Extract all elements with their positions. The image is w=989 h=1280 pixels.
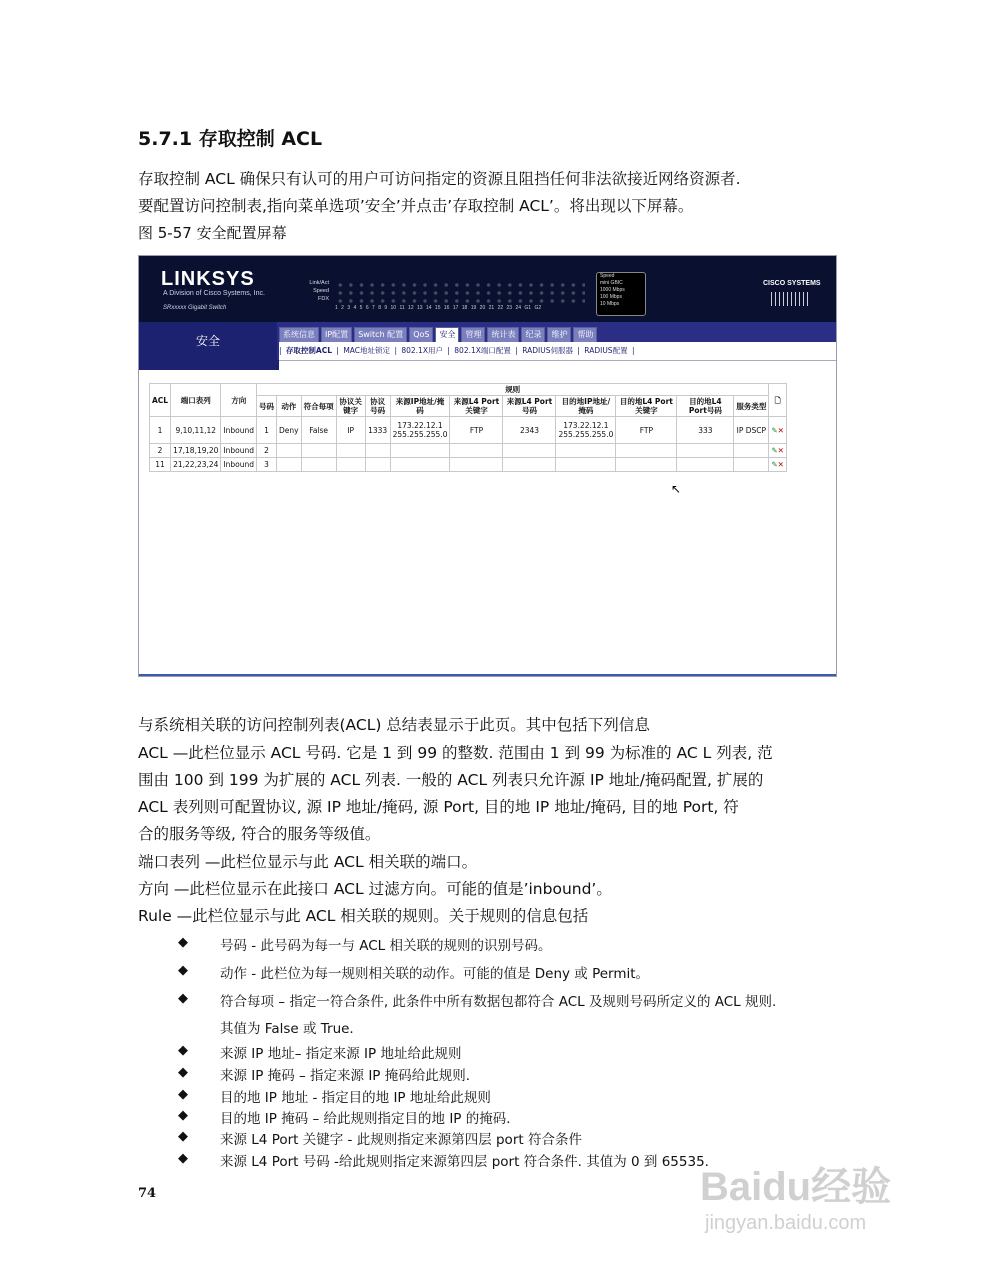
tab-help[interactable]: 帮助 [573,327,597,343]
cell-acl: 11 [150,458,171,472]
bullet-rule-number: 号码 - 此号码为每一与 ACL 相关联的规则的识别号码。 [220,938,552,954]
port-label-fdx: FDX [318,296,329,302]
cell-dst-ip: 173.22.12.1 255.255.255.0 [556,417,616,444]
col-match-every: 符合每项 [301,396,336,417]
page-number: 74 [138,1186,157,1201]
bullet-diamond-icon: ◆ [178,963,188,978]
cell-acl: 1 [150,417,171,444]
cell-service-type: IP DSCP [734,417,769,444]
bullet-diamond-icon: ◆ [178,1151,188,1166]
cell-acl: 2 [150,444,171,458]
bullet-diamond-icon: ◆ [178,1065,188,1080]
col-protocol-keyword: 协议关键字 [336,396,365,417]
table-row[interactable] [150,417,787,444]
col-action: 动作 [277,396,302,417]
intro-line-1: 存取控制 ACL 确保只有认可的用户可访问指定的资源且阻挡任何非法欲接近网络资源者. [138,170,741,188]
bullet-src-l4-keyword: 来源 L4 Port 关键字 - 此规则指定来源第四层 port 符合条件 [220,1132,582,1148]
subnav-acl[interactable]: 存取控制ACL [285,346,333,355]
col-port-list: 端口表列 [171,384,221,417]
tab-management[interactable]: 管理 [461,327,485,343]
main-tabs [279,327,597,343]
bullet-diamond-icon: ◆ [178,935,188,950]
col-protocol-number: 协议号码 [365,396,390,417]
bullet-diamond-icon: ◆ [178,1129,188,1144]
port-label-speed: Speed [313,288,329,294]
legend-1000: 1000 Mbps [600,287,625,293]
tab-ip-config[interactable]: IP配置 [321,327,352,343]
port-numbers: 1 2 3 4 5 6 7 8 9 10 11 12 13 14 15 16 17 18 19 20 21 22 23 24 G1 G2 [335,305,542,311]
legend-100: 100 Mbps [600,294,622,300]
subnav-8021x-user[interactable]: 802.1X用户 [401,346,443,355]
cell-direction: Inbound [221,417,257,444]
col-dst-l4-keyword: 目的地L4 Port关键字 [616,396,677,417]
bullet-src-mask: 来源 IP 掩码 – 指定来源 IP 掩码给此规则. [220,1068,471,1084]
col-service-type: 服务类型 [734,396,769,417]
table-row[interactable] [150,458,787,472]
intro-line-2: 要配置访问控制表,指向菜单选项’安全’并点击’存取控制 ACL’。将出现以下屏幕。 [138,197,694,215]
col-dst-l4-number: 目的地L4 Port号码 [677,396,734,417]
speed-legend [596,272,646,316]
col-rule-number: 号码 [257,396,277,417]
direction-desc: 方向 —此栏位显示在此接口 ACL 过滤方向。可能的值是’inbound’。 [138,880,612,898]
cell-action: Deny [277,417,302,444]
baidu-watermark-url: jingyan.baidu.com [705,1212,867,1234]
cell-rule-number: 1 [257,417,277,444]
cisco-bars-icon [771,292,811,306]
subnav-8021x-port[interactable]: 802.1X端口配置 [454,346,511,355]
port-leds-row3 [335,298,585,303]
acl-desc-line-4: 合的服务等级, 符合的服务等级值。 [138,825,381,843]
port-status-panel [301,280,591,314]
acl-desc-line-1: ACL —此栏位显示 ACL 号码. 它是 1 到 99 的整数. 范围由 1 到 99 为标准的 AC L 列表, 范 [138,744,773,762]
cell-ports: 21,22,23,24 [171,458,221,472]
cell-src-ip: 173.22.12.1 255.255.255.0 [390,417,450,444]
col-src-ip: 来源IP地址/掩码 [390,396,450,417]
cell-dst-l4-number: 333 [677,417,734,444]
rule-desc: Rule —此栏位显示与此 ACL 相关联的规则。关于规则的信息包括 [138,907,589,925]
model-label: SRxxxxx Gigabit Switch [163,305,227,311]
bullet-match-every-values: 其值为 False 或 True. [220,1021,354,1037]
edit-icon[interactable]: ✎ [771,425,778,435]
subnav-mac-lock[interactable]: MAC地址锁定 [343,346,391,355]
cell-rule-number: 3 [257,458,277,472]
edit-icon[interactable]: ✎ [771,446,778,455]
tab-switch-config[interactable]: Switch 配置 [354,327,407,343]
legend-title: Speed [600,273,615,279]
cell-src-l4-number: 2343 [503,417,556,444]
bullet-diamond-icon: ◆ [178,991,188,1006]
bullet-diamond-icon: ◆ [178,1087,188,1102]
bullet-dst-mask: 目的地 IP 掩码 – 给此规则指定目的地 IP 的掩码. [220,1111,511,1127]
legend-10: 10 Mbps [600,301,620,307]
port-label-linkact: Link/Act [309,280,329,286]
security-config-screenshot [138,255,837,677]
bullet-dst-ip: 目的地 IP 地址 - 指定目的地 IP 地址给此规则 [220,1090,491,1106]
sub-navigation: | 存取控制ACL | MAC地址锁定 | 802.1X用户 | 802.1X端口配置 | RADIUS伺服器 | RADIUS配置 | [279,342,836,360]
cell-ports: 9,10,11,12 [171,417,221,444]
legend-minigbic: mini GBIC [600,280,623,286]
col-src-l4-number: 来源L4 Port号码 [503,396,556,417]
bullet-action: 动作 - 此栏位为每一规则相关联的动作。可能的值是 Deny 或 Permit。 [220,966,650,982]
acl-table [149,383,787,472]
screenshot-bottom-border [139,674,836,676]
tab-security[interactable]: 安全 [435,327,459,343]
section-title: 安全 [139,322,277,360]
delete-icon[interactable]: ✕ [777,460,784,469]
col-src-l4-keyword: 来源L4 Port关键字 [450,396,503,417]
tab-statistics[interactable]: 统计表 [487,327,519,343]
tab-system-info[interactable]: 系统信息 [279,327,319,343]
edit-icon[interactable]: ✎ [771,460,778,469]
row-actions [769,458,787,472]
cell-src-l4-keyword: FTP [450,417,503,444]
port-leds-row2 [335,290,585,295]
col-dst-ip: 目的地IP地址/掩码 [556,396,616,417]
cell-direction: Inbound [221,458,257,472]
cell-dst-l4-keyword: FTP [616,417,677,444]
col-acl: ACL [150,384,171,417]
port-list-desc: 端口表列 —此栏位显示与此 ACL 相关联的端口。 [138,853,478,871]
section-heading: 5.7.1 存取控制 ACL [138,128,323,150]
bullet-match-every: 符合每项 – 指定一符合条件, 此条件中所有数据包都符合 ACL 及规则号码所定义的 ACL 规则. [220,994,777,1010]
bullet-diamond-icon: ◆ [178,1108,188,1123]
acl-desc-line-2: 围由 100 到 199 为扩展的 ACL 列表. 一般的 ACL 列表只允许源 IP 地址/掩码配置, 扩展的 [138,771,764,789]
delete-icon[interactable]: ✕ [777,446,784,455]
cisco-logo: CISCO SYSTEMS [763,280,821,287]
add-row-icon[interactable]: 🗋 [769,384,787,417]
cell-rule-number: 2 [257,444,277,458]
row-actions [769,417,787,444]
table-row[interactable] [150,444,787,458]
bullet-diamond-icon: ◆ [178,1043,188,1058]
delete-icon[interactable]: ✕ [777,425,784,435]
baidu-watermark: Baidu经验 [700,1165,892,1209]
bullet-src-ip: 来源 IP 地址– 指定来源 IP 地址给此规则 [220,1046,462,1062]
col-direction: 方向 [221,384,257,417]
cell-protocol-keyword: IP [336,417,365,444]
col-group-rule: 规则 [257,384,769,396]
subnav-radius-server[interactable]: RADIUS伺服器 [522,346,573,355]
subnav-radius-config[interactable]: RADIUS配置 [584,346,628,355]
port-leds-row1 [335,282,585,287]
cell-protocol-number: 1333 [365,417,390,444]
header-bar [139,256,836,322]
summary-line: 与系统相关联的访问控制列表(ACL) 总结表显示于此页。其中包括下列信息 [138,716,650,734]
mouse-cursor-icon: ↖ [671,482,682,496]
tab-qos[interactable]: QoS [409,327,433,343]
divider-band [139,360,836,370]
figure-caption: 图 5-57 安全配置屏幕 [138,224,287,242]
row-actions [769,444,787,458]
tab-maintenance[interactable]: 维护 [547,327,571,343]
tab-log[interactable]: 纪录 [521,327,545,343]
cell-direction: Inbound [221,444,257,458]
bullet-src-l4-number: 来源 L4 Port 号码 -给此规则指定来源第四层 port 符合条件. 其值为 0 到 65535. [220,1154,709,1170]
linksys-logo: LINKSYS [161,268,255,290]
acl-desc-line-3: ACL 表列则可配置协议, 源 IP 地址/掩码, 源 Port, 目的地 IP 地址/掩码, 目的地 Port, 符 [138,798,739,816]
logo-subtitle: A Division of Cisco Systems, Inc. [163,290,265,297]
cell-match-every: False [301,417,336,444]
cell-ports: 17,18,19,20 [171,444,221,458]
